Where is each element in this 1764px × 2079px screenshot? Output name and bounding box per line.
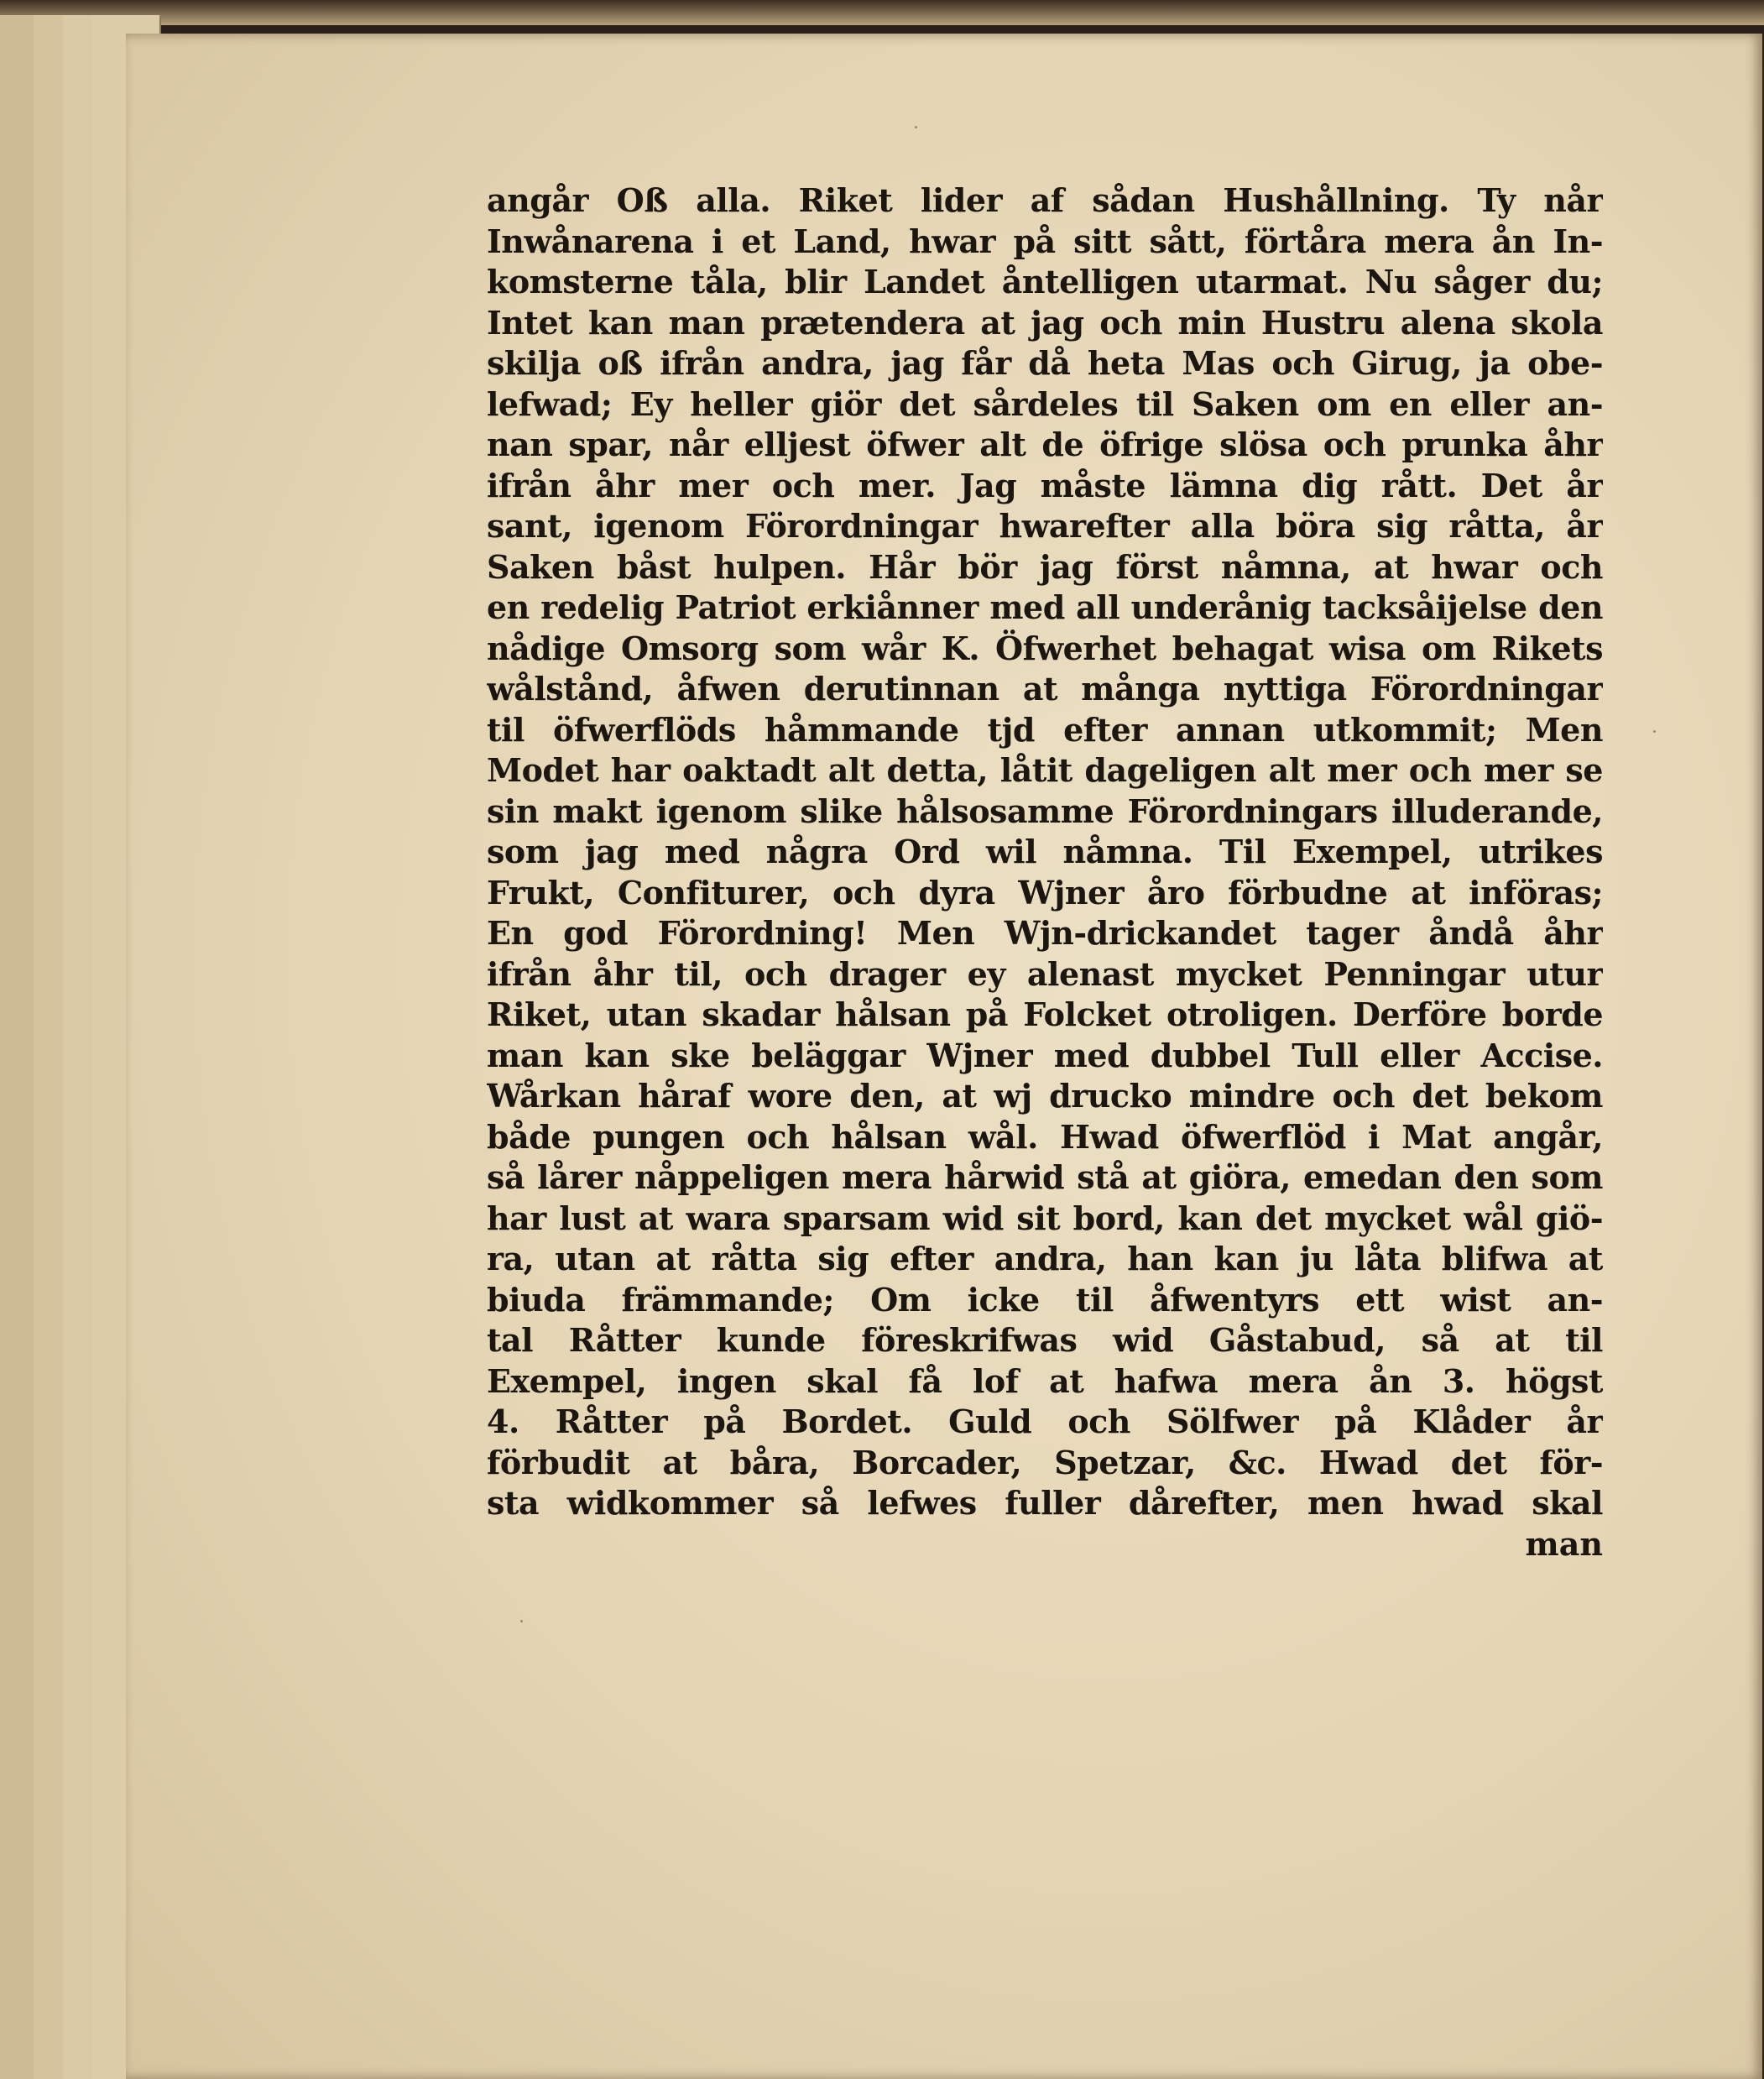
paper-speck [520,1620,523,1622]
text-line: Saken båst hulpen. Hår bör jag först nåmna, at hwar och [487,547,1603,586]
text-line: komsterne tåla, blir Landet åntelligen utarmat. Nu såger du; [487,263,1603,300]
text-line: förbudit at båra, Borcader, Spetzar, &c. Hwad det för- [487,1443,1603,1481]
text-line: Frukt, Confiturer, och dyra Wjner åro förbudne at införas; [487,873,1603,912]
text-line: sant, igenom Förordningar hwarefter alla böra sig råtta, år [487,507,1603,545]
text-line: en redelig Patriot erkiånner med all underånig tacksåijelse den [487,588,1603,626]
text-line: sta widkommer så lefwes fuller dårefter, men hwad skal [487,1484,1603,1522]
text-line: Exempel, ingen skal få lof at hafwa mera ån 3. högst [487,1361,1603,1400]
paper-page [126,34,1762,2079]
text-line: Wårkan håraf wore den, at wj drucko mindre och det bekom [487,1077,1603,1115]
text-line: til öfwerflöds håmmande tjd efter annan utkommit; Men [487,710,1603,749]
paper-speck [915,126,917,128]
text-line: ifrån åhr til, och drager ey alenast mycket Penningar utur [487,954,1603,993]
text-line: nådige Omsorg som wår K. Öfwerhet behagat wisa om Rikets [487,629,1603,667]
text-line: nan spar, når elljest öfwer alt de öfrige slösa och prunka åhr [487,426,1603,463]
text-line: ra, utan at råtta sig efter andra, han kan ju låta blifwa at [487,1240,1603,1277]
text-line: Intet kan man prætendera at jag och min Hustru alena skola [487,303,1603,342]
text-line: Modet har oaktadt alt detta, låtit dageligen alt mer och mer se [487,751,1603,789]
text-line: angår Oß alla. Riket lider af sådan Hushållning. Ty når [487,181,1603,219]
text-line: Inwånarena i et Land, hwar på sitt sått, förtåra mera ån In- [487,222,1603,260]
text-line: 4. Råtter på Bordet. Guld och Sölfwer på Klåder år [487,1403,1603,1440]
catchword: man [1525,1524,1603,1563]
book-top-edge [0,0,1764,25]
text-line: tal Råtter kunde föreskrifwas wid Gåstabud, så at til [487,1321,1603,1359]
text-line: sin makt igenom slike hålsosamme Förordningars illuderande, [487,791,1603,830]
text-line: har lust at wara sparsam wid sit bord, kan det mycket wål giö- [487,1199,1603,1237]
text-line: både pungen och hålsan wål. Hwad öfwerflöd i Mat angår, [487,1117,1603,1156]
text-line: En god Förordning! Men Wjn-drickandet tager åndå åhr [487,914,1603,952]
text-line: Riket, utan skadar hålsan på Folcket otroligen. Derföre borde [487,995,1603,1033]
text-line: som jag med några Ord wil nåmna. Til Exempel, utrikes [487,833,1603,870]
text-line: så lårer nåppeligen mera hårwid stå at giöra, emedan den som [487,1158,1603,1196]
text-line: man kan ske beläggar Wjner med dubbel Tull eller Accise. [487,1036,1603,1074]
text-line: lefwad; Ey heller giör det sårdeles til Saken om en eller an- [487,384,1603,423]
body-text [487,180,1729,1564]
text-line: ifrån åhr mer och mer. Jag måste lämna dig rått. Det år [487,466,1603,504]
text-line: wålstånd, åfwen derutinnan at många nyttiga Förordningar [487,670,1603,708]
text-line: skilja oß ifrån andra, jag får då heta Mas och Girug, ja obe- [487,344,1603,382]
text-line: biuda främmande; Om icke til åfwentyrs ett wist an- [487,1280,1603,1319]
